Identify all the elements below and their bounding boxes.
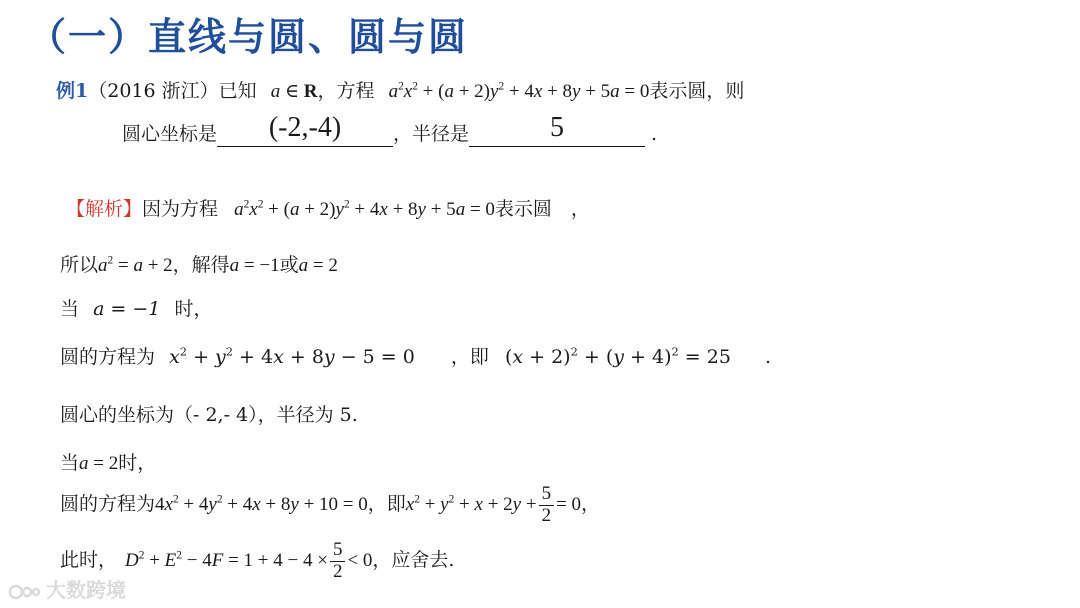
line3-suffix: 时， xyxy=(174,298,213,320)
solution-line-4 xyxy=(60,342,771,369)
line6-prefix: 当 xyxy=(60,452,80,474)
solution-tag: 【解析】 xyxy=(66,198,143,220)
solution-line-1 xyxy=(66,194,590,221)
line7-reduced: $x^2 + y^2 + x + 2y$ + $\frac{5}{2}$ = 0 xyxy=(405,483,582,526)
example-source: （2016 浙江）已知 xyxy=(88,80,257,102)
fraction-5-2-b: $\frac{5}{2}$ xyxy=(330,540,346,583)
line8-prefix: 此时， xyxy=(60,548,118,571)
radius-prompt: ，半径是 xyxy=(393,123,470,145)
fraction-5-2: $\frac{5}{2}$ xyxy=(539,484,555,527)
equation-prefix: ，方程 xyxy=(317,80,375,102)
example-answer-line xyxy=(122,112,658,147)
center-answer: (-2,-4) xyxy=(268,112,342,143)
watermark-text: 大数跨境 xyxy=(46,578,126,602)
example-question-line xyxy=(56,76,744,103)
equation-suffix: 表示圆，则 xyxy=(649,80,745,102)
line2-root1: a = −1 xyxy=(229,255,280,276)
watermark-logo-icon xyxy=(8,581,42,603)
line4-prefix: 圆的方程为 xyxy=(60,346,156,368)
line4-mid: ，即 xyxy=(450,346,489,368)
solution-line1-suffix: 表示圆 ， xyxy=(494,198,590,220)
line2-prefix: 所以 xyxy=(60,254,99,276)
line3-prefix: 当 xyxy=(60,298,80,320)
line8-suffix: ，应舍去. xyxy=(372,548,455,571)
line6-math: a = 2 xyxy=(79,453,119,474)
line6-suffix: 时， xyxy=(118,452,157,474)
center-prompt: 圆心坐标是 xyxy=(122,123,218,145)
solution-line-5: 圆心的坐标为（- 2,- 4），半径为 5. xyxy=(60,404,358,426)
radius-blank xyxy=(469,112,645,147)
line3-math: a = −1 xyxy=(93,298,161,320)
line7-equation: $4x^2 + 4y^2 + 4x + 8y + 10 = 0$ xyxy=(155,493,368,515)
line2-root2: a = 2 xyxy=(298,255,338,276)
solution-line1-text: 因为方程 xyxy=(142,198,219,220)
line7-mid: ，即 xyxy=(367,492,406,515)
line2-or: 或 xyxy=(279,254,299,276)
answer-period: . xyxy=(651,123,658,145)
watermark xyxy=(8,574,126,603)
line2-mid: ，解得 xyxy=(172,254,230,276)
line4-standard-form: $(x + 2)^2 + (y + 4)^2 = 25$ xyxy=(504,344,731,368)
center-blank xyxy=(217,112,393,147)
example-label: 例1 xyxy=(56,80,89,102)
solution-line-3 xyxy=(60,294,212,321)
line7-end: ， xyxy=(581,492,601,515)
solution-line-2 xyxy=(60,250,338,277)
line7-prefix: 圆的方程为 xyxy=(60,492,156,515)
line8-discriminant: $D^2 + E^2 - 4F = 1 + 4 - 4$ × $\frac{5}{2}$ < 0 xyxy=(125,539,373,582)
line4-equation: $x^2 + y^2 + 4x + 8y - 5 = 0$ xyxy=(169,344,415,368)
solution-line-7 xyxy=(60,484,600,527)
solution-circle-equation: $a^2x^2 + (a + 2)y^2 + 4x + 8y + 5a = 0$ xyxy=(234,198,495,220)
solution-line-6 xyxy=(60,448,156,475)
circle-equation: $a^2x^2 + (a + 2)y^2 + 4x + 8y + 5a = 0$ xyxy=(388,80,650,102)
slide-title: （一）直线与圆、圆与圆 xyxy=(28,15,469,59)
line2-equation: $a^2 = a + 2$ xyxy=(98,254,173,276)
condition-math: a ∈ R xyxy=(270,81,318,102)
radius-answer: 5 xyxy=(550,112,565,143)
line4-end: . xyxy=(764,346,772,368)
